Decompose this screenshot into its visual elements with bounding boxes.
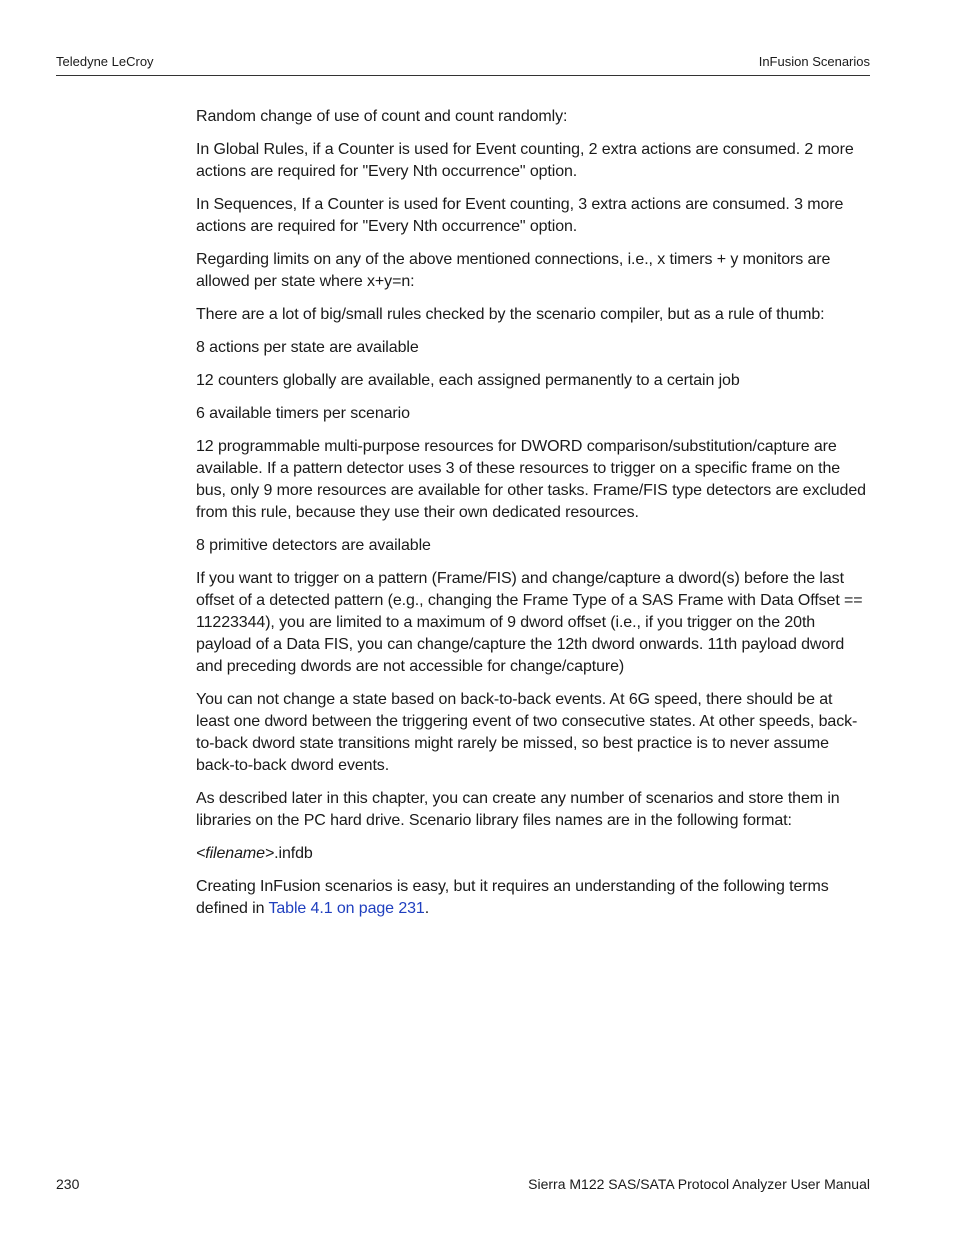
closing-text: Creating InFusion scenarios is easy, but it requires an understanding of the following terms defined in [196, 878, 829, 917]
paragraph-random-change: Random change of use of count and count randomly: [196, 108, 568, 125]
page-body [196, 106, 870, 931]
paragraph-back-to-back: You can not change a state based on back-to-back events. At 6G speed, there should be at least one dword between the triggering event of two consecutive states. At other speeds, back-to-back dword state transitions might rarely be missed, so best practice is to never assume back-to-back dword events. [196, 691, 858, 774]
paragraph-timers: 6 available timers per scenario [196, 405, 410, 422]
header-section-title: InFusion Scenarios [758, 54, 870, 69]
paragraph-resources: 12 programmable multi-purpose resources for DWORD comparison/substitution/capture are available. If a pattern detector uses 3 of these resources to trigger on a specific frame on the bus, only 9 more resources are available for other tasks. Frame/FIS type detectors are excluded from this rule, because they use their own dedicated resources. [196, 438, 866, 521]
paragraph-closing [196, 876, 870, 920]
manual-title: Sierra M122 SAS/SATA Protocol Analyzer User Manual [528, 1176, 870, 1192]
filename-extension: .infdb [274, 845, 313, 862]
header-company: Teledyne LeCroy [56, 54, 154, 69]
paragraph-trigger-pattern: If you want to trigger on a pattern (Frame/FIS) and change/capture a dword(s) before the last offset of a detected pattern (e.g., changing the Frame Type of a SAS Frame with Data Offset == 11223344), you are limited to a maximum of 9 dword offset (i.e., if you trigger on the 20th payload of a Data FIS, you can change/capture the 12th dword onwards. 11th payload dword and preceding dwords are not accessible for change/capture) [196, 570, 863, 675]
paragraph-actions-per-state: 8 actions per state are available [196, 339, 419, 356]
page-header [56, 53, 870, 76]
paragraph-counters: 12 counters globally are available, each assigned permanently to a certain job [196, 372, 740, 389]
paragraph-limits: Regarding limits on any of the above mentioned connections, i.e., x timers + y monitors are allowed per state where x+y=n: [196, 251, 831, 290]
filename-placeholder: <filename> [196, 845, 275, 862]
closing-period: . [424, 900, 430, 917]
filename-format [196, 843, 870, 865]
paragraph-primitive-detectors: 8 primitive detectors are available [196, 537, 431, 554]
page-number: 230 [56, 1176, 80, 1192]
paragraph-sequences: In Sequences, If a Counter is used for Event counting, 3 extra actions are consumed. 3 more actions are required for "Every Nth occurrence" option. [196, 196, 844, 235]
paragraph-rule-of-thumb: There are a lot of big/small rules checked by the scenario compiler, but as a rule of thumb: [196, 306, 825, 323]
paragraph-libraries: As described later in this chapter, you can create any number of scenarios and store them in libraries on the PC hard drive. Scenario library files names are in the following format: [196, 790, 840, 829]
table-reference-link[interactable]: Table 4.1 on page 231 [268, 900, 425, 917]
paragraph-global-rules: In Global Rules, if a Counter is used for Event counting, 2 extra actions are consumed. 2 more actions are required for "Every Nth occurrence" option. [196, 141, 854, 180]
